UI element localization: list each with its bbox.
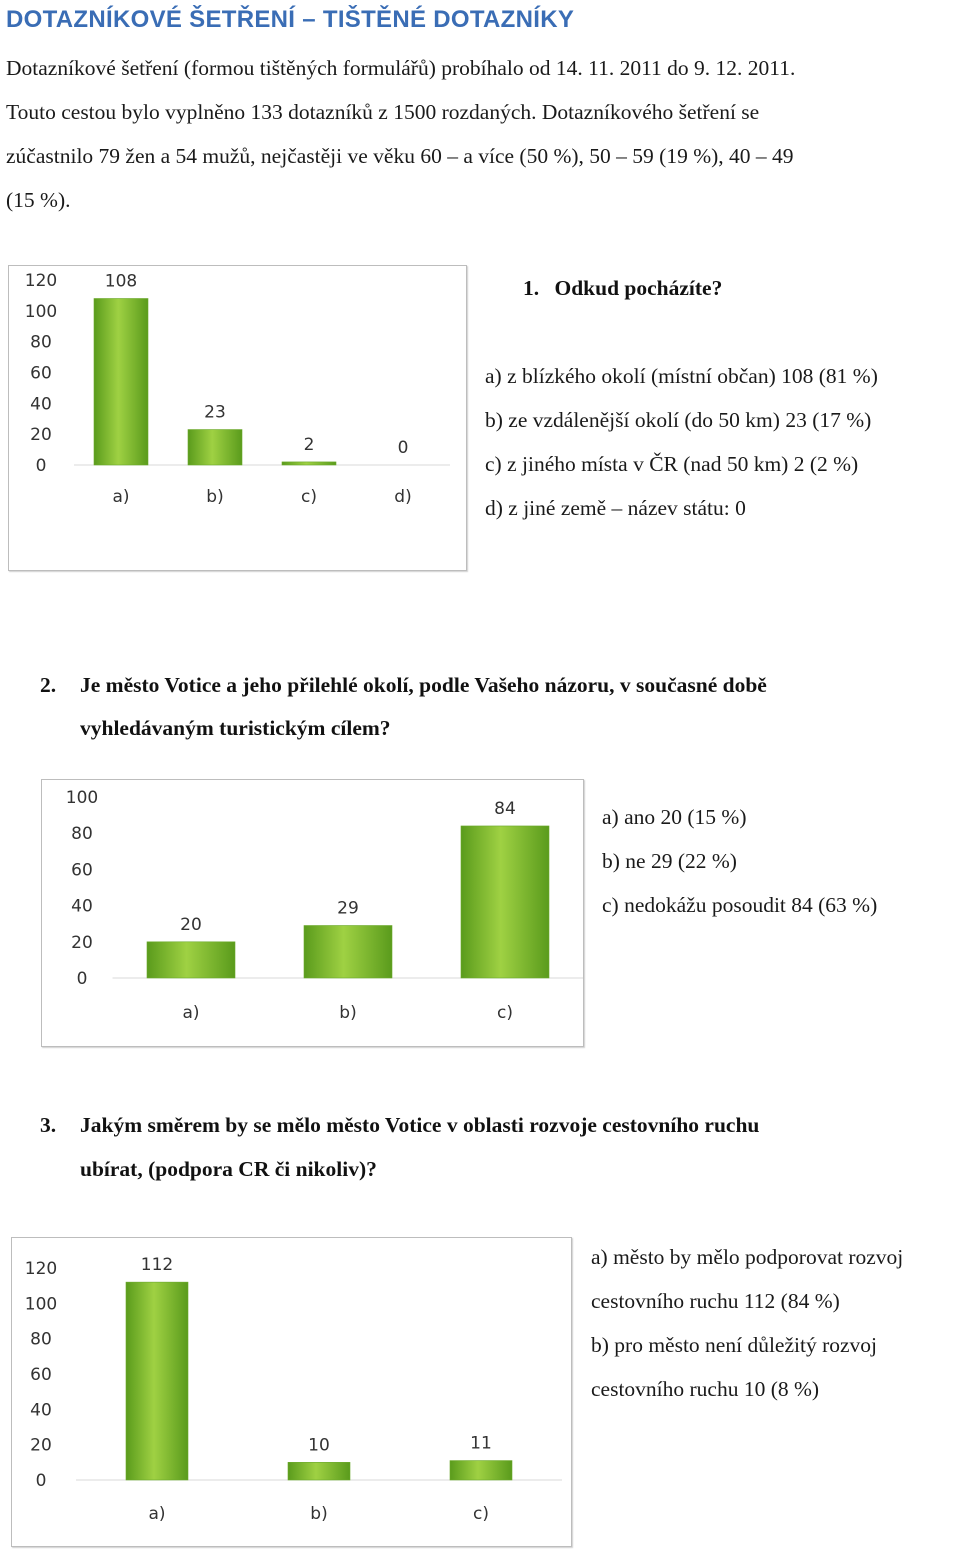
chart-3-ytick: 20 [30,1435,52,1456]
chart-2-bar-1 [147,942,235,978]
q3-answer-b-line-2: cestovního ruchu 10 (8 %) [591,1377,820,1401]
chart-1-bar-2 [188,430,242,465]
intro-line-2: Touto cestou bylo vyplněno 133 dotazníků z 1500 rozdaných. Dotazníkového šetření se [6,100,760,124]
q1-answer-b: b) ze vzdálenější okolí (do 50 km) 23 (17 %) [485,408,872,432]
q2-answer-a: a) ano 20 (15 %) [602,805,747,829]
chart-1-data-label-3: 2 [303,434,315,455]
chart-3-category-3: c) [473,1504,489,1524]
question-3-title-line-2: ubírat, (podpora CR či nikoliv)? [80,1157,377,1181]
q1-answer-c: c) z jiného místa v ČR (nad 50 km) 2 (2 %) [485,452,859,476]
chart-2-ytick: 40 [71,896,93,917]
chart-2-data-label-2: 29 [337,898,359,919]
page-heading: DOTAZNÍKOVÉ ŠETŘENÍ – TIŠTĚNÉ DOTAZNÍKY [6,6,575,33]
chart-1-ytick: 40 [30,394,52,415]
chart-1-category-1: a) [112,487,130,507]
chart-3-bar-3 [450,1461,512,1480]
chart-1-data-label-4: 0 [397,438,409,458]
chart-1-data-label-2: 23 [204,402,226,423]
chart-2-category-2: b) [339,1003,357,1023]
chart-1-ytick: 20 [30,425,52,446]
question-3-number: 3. [40,1113,57,1137]
chart-3-data-label-3: 11 [470,1433,492,1454]
q2-answer-b: b) ne 29 (22 %) [602,849,737,873]
chart-1-frame [8,265,467,571]
question-1-number: 1. [523,276,540,300]
chart-1-data-label-1: 108 [104,271,138,292]
chart-3-ytick: 120 [24,1259,58,1279]
question-3-title-line-1: Jakým směrem by se mělo město Votice v oblasti rozvoje cestovního ruchu [80,1113,760,1137]
question-2-title-line-1: Je město Votice a jeho přilehlé okolí, podle Vašeho názoru, v současné době [80,673,767,697]
chart-2-ytick: 20 [71,932,93,953]
chart-1-bar-3 [282,462,336,465]
chart-1-ytick: 0 [35,456,47,476]
intro-line-3: zúčastnilo 79 žen a 54 mužů, nejčastěji ve věku 60 – a více (50 %), 50 – 59 (19 %), 40 – 49 [6,144,794,168]
chart-2-data-label-1: 20 [180,914,202,935]
chart-2-category-1: a) [182,1003,200,1023]
question-2-title-line-2: vyhledávaným turistickým cílem? [80,716,391,740]
chart-1-category-2: b) [206,487,224,507]
chart-1-category-3: c) [301,487,317,507]
chart-2-frame [41,779,584,1047]
chart-3-bar-2 [288,1462,350,1480]
chart-3-ytick: 80 [30,1329,52,1350]
q1-answer-a: a) z blízkého okolí (místní občan) 108 (81 %) [485,364,878,388]
intro-line-1: Dotazníkové šetření (formou tištěných formulářů) probíhalo od 14. 11. 2011 do 9. 12. 2011. [6,56,796,80]
chart-2-bar-3 [461,826,549,978]
q3-answer-a-line-2: cestovního ruchu 112 (84 %) [591,1289,840,1313]
chart-3-ytick: 60 [30,1365,52,1385]
chart-2-data-label-3: 84 [494,798,516,819]
question-2-number: 2. [40,673,57,697]
q3-answer-a-line-1: a) město by mělo podporovat rozvoj [591,1245,904,1269]
chart-1-ytick: 120 [24,271,58,291]
chart-3-category-2: b) [310,1504,328,1524]
chart-1-ytick: 60 [30,363,52,384]
chart-2-category-3: c) [497,1003,513,1023]
chart-2 [42,780,583,1046]
chart-2-ytick: 60 [71,860,93,881]
chart-3-data-label-2: 10 [308,1435,330,1456]
q1-answer-d: d) z jiné země – název státu: 0 [485,496,746,520]
q3-answer-b-line-1: b) pro město není důležitý rozvoj [591,1333,877,1357]
chart-1-ytick: 100 [24,301,58,322]
chart-1 [9,266,466,570]
chart-3-ytick: 40 [30,1400,52,1421]
chart-2-ytick: 80 [71,824,93,845]
intro-line-4: (15 %). [6,188,71,212]
chart-3 [12,1238,571,1546]
chart-1-bar-1 [94,299,148,466]
chart-2-ytick: 100 [65,788,99,808]
chart-3-ytick: 100 [24,1294,58,1315]
chart-3-bar-1 [126,1282,188,1480]
chart-2-bar-2 [304,926,392,978]
chart-3-ytick: 0 [35,1471,47,1491]
question-1-title [523,276,722,301]
chart-1-category-4: d) [394,487,412,507]
chart-1-ytick: 80 [30,332,52,353]
chart-3-data-label-1: 112 [140,1255,174,1276]
chart-2-ytick: 0 [76,969,88,989]
q2-answer-c: c) nedokážu posoudit 84 (63 %) [602,893,878,917]
question-1-text: Odkud pocházíte? [554,276,723,300]
chart-3-frame [11,1237,572,1547]
chart-3-category-1: a) [148,1504,166,1524]
